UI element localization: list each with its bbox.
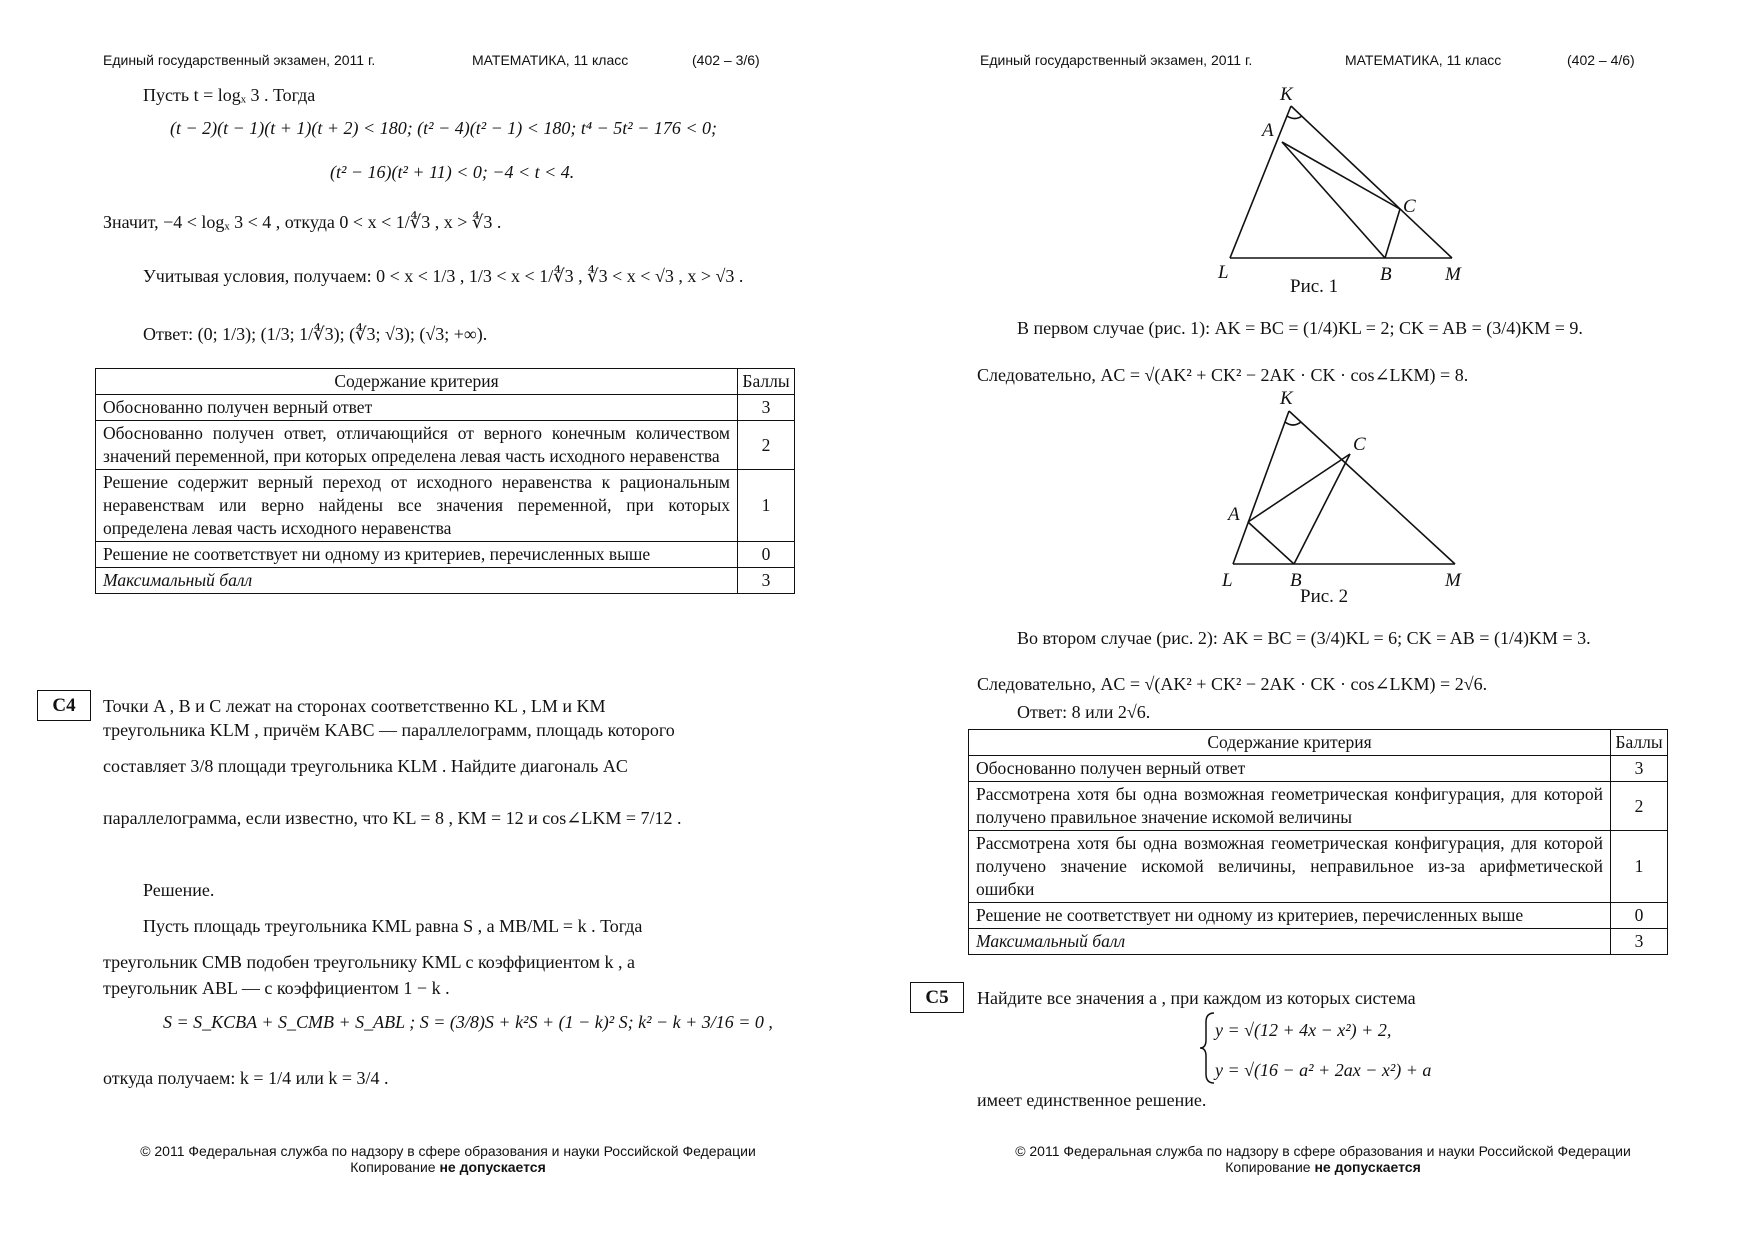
right-footer (978, 1143, 1668, 1175)
case1-line-2: Следовательно, AC = √(AK² + CK² − 2AK · CK · cos∠LKM) = 8. (977, 365, 1469, 385)
criterion-points: 1 (1611, 831, 1668, 903)
fig1-side-ac (1282, 142, 1400, 209)
fig2-angle-mark (1285, 422, 1301, 425)
left-criteria-table (95, 368, 795, 594)
fig1-label-b: B (1380, 264, 1392, 285)
fig2-label-c: C (1353, 434, 1366, 455)
fig2-label-k: K (1280, 390, 1293, 409)
left-footer (103, 1143, 793, 1175)
footer-copyright: © 2011 Федеральная служба по надзору в сфере образования и науки Российской Федерации (140, 1143, 756, 1159)
max-score-value: 3 (738, 568, 795, 594)
max-score-label: Максимальный балл (96, 568, 738, 594)
criterion-text: Рассмотрена хотя бы одна возможная геометрическая конфигурация, для которой получено значение искомой величины, неправильное из-за арифметической ошибки (969, 831, 1611, 903)
footer-copy-note (978, 1159, 1668, 1175)
fig2-side-ab (1248, 522, 1294, 564)
task-c4-line-4: параллелограмма, если известно, что KL = 8 , KM = 12 и cos∠LKM = 7/12 . (103, 808, 682, 828)
header-criterion: Содержание критерия (96, 369, 738, 395)
solution-line-4: Значит, −4 < logₓ 3 < 4 , откуда 0 < x < 1/∜3 , x > ∜3 . (103, 212, 502, 232)
header-points: Баллы (738, 369, 795, 395)
criterion-points: 3 (1611, 756, 1668, 782)
task-label-c4: C4 (37, 690, 91, 721)
table-row (969, 903, 1668, 929)
solution-line-3: (t² − 16)(t² + 11) < 0; −4 < t < 4. (330, 162, 575, 182)
table-row (96, 542, 795, 568)
table-row (96, 421, 795, 470)
criterion-points: 1 (738, 470, 795, 542)
fig1-label-k: K (1280, 84, 1293, 105)
criterion-text: Решение не соответствует ни одному из критериев, перечисленных выше (969, 903, 1611, 929)
left-header-code: (402 – 3/6) (692, 52, 760, 68)
fig2-label-a: A (1228, 504, 1240, 525)
fig2-side-ac (1248, 454, 1350, 522)
criterion-points: 0 (738, 542, 795, 568)
fig1-label-l: L (1218, 262, 1229, 283)
table-row (969, 756, 1668, 782)
header-criterion: Содержание критерия (969, 730, 1611, 756)
criterion-points: 2 (738, 421, 795, 470)
fig1-label-m: M (1445, 264, 1461, 285)
table-header-row (96, 369, 795, 395)
right-header-code: (402 – 4/6) (1567, 52, 1635, 68)
fig1-side-bc (1385, 209, 1400, 258)
table-row (96, 395, 795, 421)
table-row (96, 470, 795, 542)
system-line-2: y = √(16 − a² + 2ax − x²) + a (1215, 1060, 1432, 1080)
solution-line-2: (t − 2)(t − 1)(t + 1)(t + 2) < 180; (t² − 4)(t² − 1) < 180; t⁴ − 5t² − 176 < 0; (170, 118, 717, 138)
footer-copyright: © 2011 Федеральная служба по надзору в сфере образования и науки Российской Федерации (1015, 1143, 1631, 1159)
fig2-side-km (1289, 411, 1455, 564)
header-points: Баллы (1611, 730, 1668, 756)
criterion-text: Обоснованно получен верный ответ (96, 395, 738, 421)
fig1-label-c: C (1403, 196, 1416, 217)
fig2-label-m: M (1445, 570, 1461, 591)
footer-copy-bold: не допускается (439, 1159, 546, 1175)
criterion-text: Решение не соответствует ни одному из критериев, перечисленных выше (96, 542, 738, 568)
table-header-row (969, 730, 1668, 756)
task-c5-tail: имеет единственное решение. (977, 1090, 1207, 1110)
fig1-side-ab (1282, 142, 1385, 258)
solution-line-5: Учитывая условия, получаем: 0 < x < 1/3 , 1/3 < x < 1/∜3 , ∜3 < x < √3 , x > √3 . (143, 266, 744, 286)
right-criteria-table (968, 729, 1668, 955)
criterion-text: Обоснованно получен верный ответ (969, 756, 1611, 782)
fig1-label-a: A (1262, 120, 1274, 141)
solution-heading: Решение. (143, 880, 215, 900)
criterion-points: 2 (1611, 782, 1668, 831)
left-header-exam: Единый государственный экзамен, 2011 г. (103, 52, 376, 68)
footer-copy-bold: не допускается (1314, 1159, 1421, 1175)
task-label-c5: C5 (910, 982, 964, 1013)
case2-line-1: Во втором случае (рис. 2): AK = BC = (3/4)KL = 6; CK = AB = (1/4)KM = 3. (1017, 628, 1591, 648)
criterion-text: Решение содержит верный переход от исходного неравенства к рациональным неравенствам или верно найдены все значения переменной, при которых определена левая часть исходного неравенства (96, 470, 738, 542)
figure-2 (1160, 390, 1480, 600)
c4-solution-line-4: S = S_KCBA + S_CMB + S_ABL ; S = (3/8)S + k²S + (1 − k)² S; k² − k + 3/16 = 0 , (163, 1012, 773, 1032)
max-score-label: Максимальный балл (969, 929, 1611, 955)
footer-copy-prefix: Копирование (1225, 1159, 1315, 1175)
fig1-angle-mark (1287, 116, 1302, 119)
figure-1 (1160, 78, 1480, 288)
c4-solution-line-1: Пусть площадь треугольника KML равна S , а MB/ML = k . Тогда (143, 916, 643, 936)
criterion-text: Обоснованно получен ответ, отличающийся от верного конечным количеством значений переменной, при которых определена левая часть исходного неравенства (96, 421, 738, 470)
c4-solution-line-3: треугольник ABL — с коэффициентом 1 − k . (103, 978, 450, 998)
fig1-side-kl (1230, 106, 1291, 258)
table-row (969, 782, 1668, 831)
task-c5-text: Найдите все значения a , при каждом из которых система (977, 988, 1416, 1008)
footer-copy-note (103, 1159, 793, 1175)
figure-2-caption: Рис. 2 (1300, 586, 1349, 607)
task-c4-line-2: треугольника KLM , причём KABC — параллелограмм, площадь которого (103, 720, 675, 740)
fig2-side-kl (1233, 411, 1289, 564)
criterion-points: 3 (738, 395, 795, 421)
c4-answer-line: Ответ: 8 или 2√6. (1017, 702, 1151, 722)
criterion-text: Рассмотрена хотя бы одна возможная геометрическая конфигурация, для которой получено правильное значение искомой величины (969, 782, 1611, 831)
answer-line: Ответ: (0; 1/3); (1/3; 1/∜3); (∜3; √3); (√3; +∞). (143, 324, 488, 344)
max-score-value: 3 (1611, 929, 1668, 955)
system-line-1: y = √(12 + 4x − x²) + 2, (1215, 1020, 1392, 1040)
table-row (969, 831, 1668, 903)
fig2-side-bc (1294, 454, 1350, 564)
left-header-subject: МАТЕМАТИКА, 11 класс (472, 52, 629, 68)
case2-line-2: Следовательно, AC = √(AK² + CK² − 2AK · CK · cos∠LKM) = 2√6. (977, 674, 1488, 694)
right-header-subject: МАТЕМАТИКА, 11 класс (1345, 52, 1502, 68)
fig2-label-b: B (1290, 570, 1302, 591)
c4-solution-line-2: треугольник CMB подобен треугольнику KML с коэффициентом k , а (103, 952, 636, 972)
right-header-exam: Единый государственный экзамен, 2011 г. (980, 52, 1253, 68)
footer-copy-prefix: Копирование (350, 1159, 440, 1175)
task-c4-line-3: составляет 3/8 площади треугольника KLM . Найдите диагональ AC (103, 756, 628, 776)
fig1-side-km (1291, 106, 1452, 258)
solution-line-1: Пусть t = logₓ 3 . Тогда (143, 85, 316, 105)
task-c4-line-1: Точки A , B и C лежат на сторонах соответственно KL , LM и KM (103, 696, 606, 716)
case1-line-1: В первом случае (рис. 1): AK = BC = (1/4)KL = 2; CK = AB = (3/4)KM = 9. (1017, 318, 1583, 338)
figure-1-caption: Рис. 1 (1290, 276, 1339, 297)
table-max-row (969, 929, 1668, 955)
table-max-row (96, 568, 795, 594)
c4-solution-line-5: откуда получаем: k = 1/4 или k = 3/4 . (103, 1068, 389, 1088)
fig2-label-l: L (1222, 570, 1233, 591)
criterion-points: 0 (1611, 903, 1668, 929)
